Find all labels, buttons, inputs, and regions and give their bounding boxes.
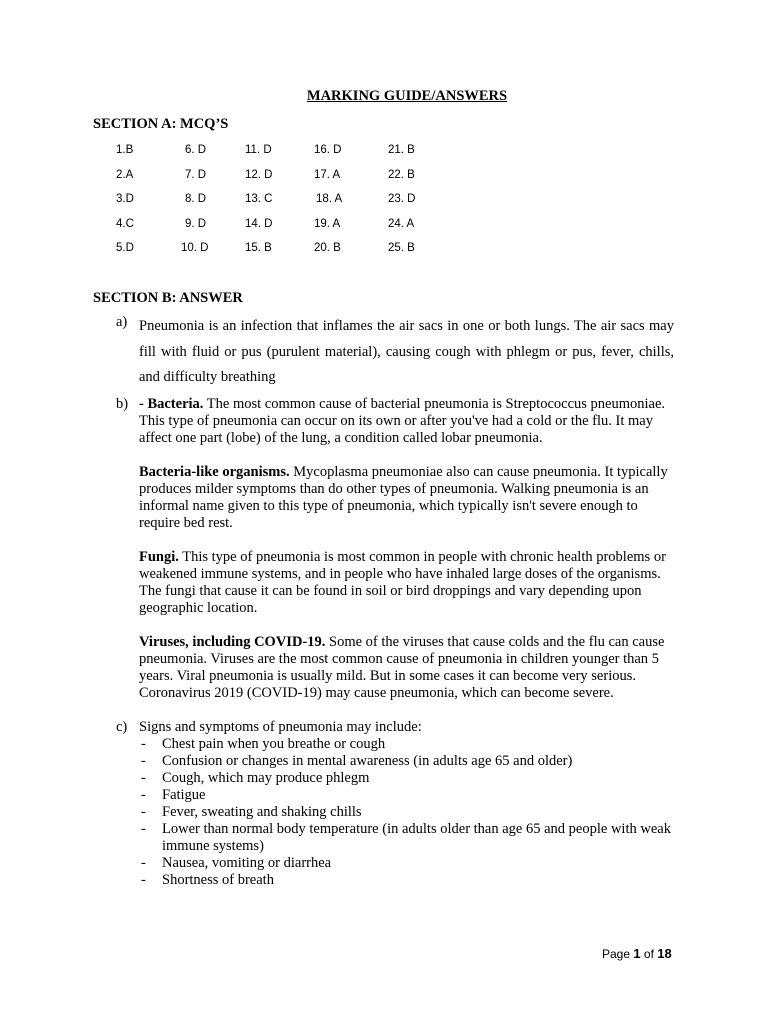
mcq-answer: 4.C xyxy=(116,217,134,230)
mcq-answer: 21. B xyxy=(388,144,415,156)
section-a-heading: SECTION A: MCQ’S xyxy=(93,116,229,132)
mcq-answer: 16. D xyxy=(314,144,342,156)
cause-description: Mycoplasma pneumoniae also can cause pneumonia. It typically produces milder symptoms than do other types of pneumonia. Walking pneumonia is an informal name given to this type of pneumonia, which typically isn't severe enough to require bed rest. xyxy=(139,463,668,531)
list-item: - Chest pain when you breathe or cough xyxy=(141,735,386,752)
mcq-answer: 6. D xyxy=(185,144,207,156)
mcq-answer: 22. B xyxy=(388,168,415,181)
mcq-answer: 24. A xyxy=(388,217,415,230)
answer-c xyxy=(116,719,674,889)
cause-term: Fungi. xyxy=(139,548,179,565)
mcq-answer: 15. B xyxy=(245,242,272,254)
mcq-answer: 10. D xyxy=(181,242,209,254)
list-item: - Confusion or changes in mental awareness (in adults age 65 and older) xyxy=(141,752,573,769)
mcq-answer: 1.B xyxy=(116,144,134,156)
answer-b xyxy=(116,396,674,702)
list-item: - Fatigue xyxy=(141,786,206,803)
page-number: Page 1 of 18 xyxy=(602,946,672,961)
answer-a xyxy=(116,314,674,391)
mcq-answer: 2.A xyxy=(116,168,134,181)
document-title: MARKING GUIDE/ANSWERS xyxy=(306,88,508,104)
cause-description: Some of the viruses that cause colds and the flu can cause pneumonia. Viruses are the most common cause of pneumonia in children younger than 5 years. Viral pneumonia is usually mild. But in some cases it can become very serious. Coronavirus 2019 (COVID-19) may cause pneumonia, which can become severe. xyxy=(139,633,665,701)
cause-description: The most common cause of bacterial pneumonia is Streptococcus pneumoniae. This type of pneumonia can occur on its own or after you've had a cold or the flu. It may affect one part (lobe) of the lung, a condition called lobar pneumonia. xyxy=(139,395,666,446)
mcq-answer: 20. B xyxy=(314,242,341,254)
symptoms-intro: Signs and symptoms of pneumonia may include: xyxy=(139,718,422,735)
mcq-answer: 8. D xyxy=(185,193,207,205)
answer-marker: c) xyxy=(116,718,128,735)
section-b-answers xyxy=(116,314,674,889)
cause-term: - Bacteria. xyxy=(139,395,204,412)
mcq-answer: 3.D xyxy=(116,193,134,205)
mcq-answer: 7. D xyxy=(185,168,207,181)
mcq-answer: 9. D xyxy=(185,217,207,230)
cause-term: Bacteria-like organisms. xyxy=(139,463,290,480)
symptoms-list xyxy=(139,736,674,889)
mcq-answer: 25. B xyxy=(388,242,415,254)
mcq-answer: 5.D xyxy=(116,242,134,254)
cause-bacteria-like xyxy=(139,464,674,532)
cause-term: Viruses, including COVID-19. xyxy=(139,633,326,650)
list-item: - Cough, which may produce phlegm xyxy=(141,769,370,786)
mcq-answer: 19. A xyxy=(314,217,341,230)
list-item: - Shortness of breath xyxy=(141,871,274,888)
mcq-answer: 17. A xyxy=(314,168,341,181)
cause-description: This type of pneumonia is most common in people with chronic health problems or weakened immune systems, and in people who have inhaled large doses of the organisms. The fungi that cause it can be found in soil or bird droppings and vary depending upon geographic location. xyxy=(139,548,666,616)
answer-marker: a) xyxy=(116,314,128,330)
mcq-answer: 13. C xyxy=(245,193,273,205)
mcq-answer: 23. D xyxy=(388,193,416,205)
list-item: - Fever, sweating and shaking chills xyxy=(141,803,362,820)
cause-bacteria xyxy=(139,396,674,447)
cause-viruses xyxy=(139,634,674,702)
list-item: - Lower than normal body temperature (in adults older than age 65 and people with weak immune systems) xyxy=(141,820,671,854)
mcq-answer: 11. D xyxy=(245,144,272,156)
list-item: - Nausea, vomiting or diarrhea xyxy=(141,854,332,871)
cause-fungi xyxy=(139,549,674,617)
mcq-answer: 18. A xyxy=(316,193,343,205)
answer-marker: b) xyxy=(116,395,129,412)
mcq-answer: 14. D xyxy=(245,217,273,230)
mcq-answer: 12. D xyxy=(245,168,273,181)
section-b-heading: SECTION B: ANSWER xyxy=(93,290,243,306)
answer-a-text: Pneumonia is an infection that inflames the air sacs in one or both lungs. The air sacs may fill with fluid or pus (purulent material), causing cough with phlegm or pus, fever, chills, and difficulty breathing xyxy=(139,318,674,385)
